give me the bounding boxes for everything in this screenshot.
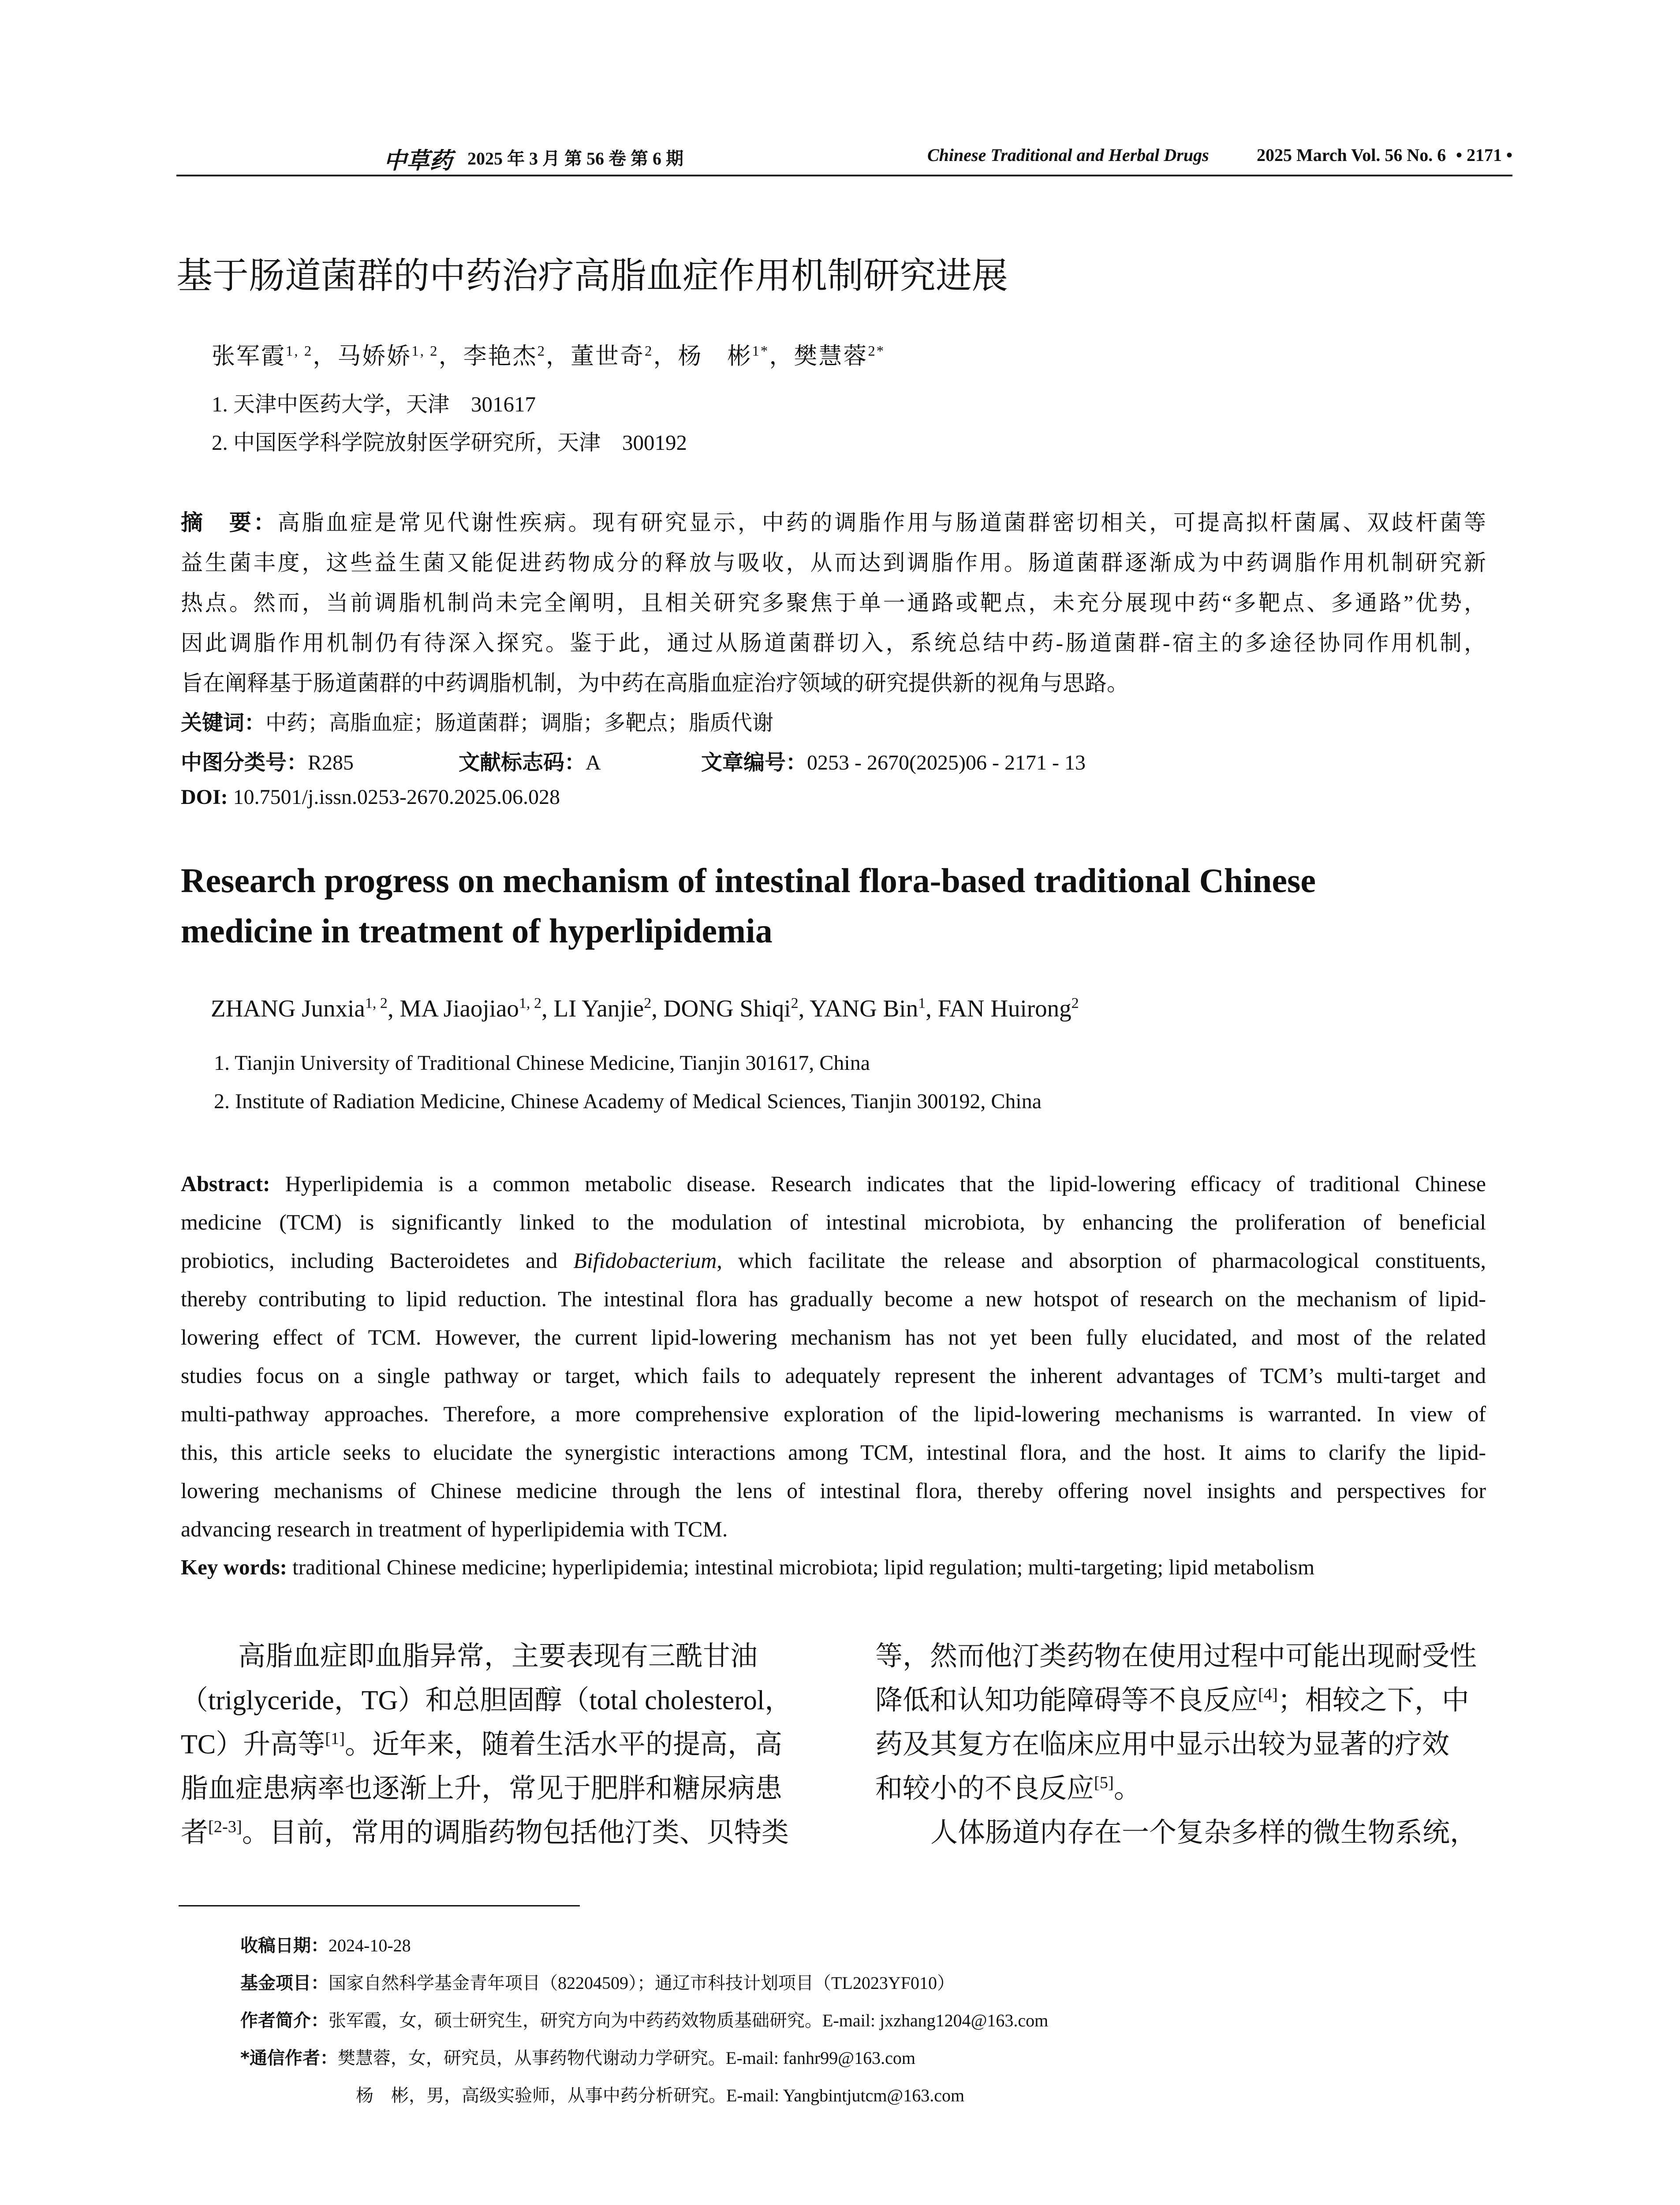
keywords-en-label: Key words:	[181, 1555, 287, 1579]
footnote-corresponding-2: 杨 彬，男，高级实验师，从事中药分析研究。E-mail: Yangbintjutcm@163.com	[356, 2085, 965, 2105]
keywords-en	[181, 1555, 1314, 1580]
article-number	[701, 745, 1086, 776]
doi-label: DOI:	[181, 785, 228, 809]
author-affiliation-mark: 1, 2	[286, 343, 313, 359]
body-left-line: 高脂血症即血脂异常，主要表现有三酰甘油	[238, 1641, 758, 1671]
author-cn: 董世奇	[571, 344, 645, 369]
abstract-en-line: thereby contributing to lipid reduction. The intestinal flora has gradually become a new hotspot of research on the mechanism of lipid-	[181, 1286, 1486, 1311]
author-affiliation-mark: 2*	[868, 343, 885, 359]
abstract-en-line: lowering effect of TCM. However, the current lipid-lowering mechanism has not yet been fully elucidated, and most of the related	[181, 1325, 1486, 1349]
authors-cn: 张军霞$^{1, 2}$，马娇娇$^{1, 2}$，李艳杰$^2$，董世奇$^2$，杨 彬$^{1*}$，樊慧蓉$^{2*}$	[212, 343, 885, 369]
journal-name-cn: 中草药	[384, 149, 453, 174]
taxon-name: Bifidobacterium	[573, 1248, 717, 1273]
abstract-en-line: this, this article seeks to elucidate the synergistic interactions among TCM, intestinal flora, and the host. It aims to clarify the lipid-	[181, 1440, 1486, 1465]
author-affiliation-mark: 2	[644, 995, 652, 1012]
author-affiliation-mark: 2	[1071, 995, 1079, 1012]
doi-line	[181, 785, 560, 809]
footnote-author-bio: 作者简介：张军霞，女，硕士研究生，研究方向为中药药效物质基础研究。E-mail: jxzhang1204@163.com	[240, 2011, 1049, 2031]
body-right-line: 和较小的不良反应[5]。	[875, 1773, 1141, 1804]
citation-ref: [4]	[1258, 1685, 1278, 1704]
keywords-cn-label: 关键词：	[181, 710, 266, 735]
keywords-cn	[181, 706, 773, 736]
page-number: • 2171 •	[1456, 145, 1512, 165]
affiliation-cn-1: 1. 天津中医药大学，天津 301617	[212, 392, 536, 416]
header-rule	[176, 175, 1512, 176]
abstract-en-line: studies focus on a single pathway or target, which fails to adequately represent the inherent advantages of TCM’s multi-target and	[181, 1363, 1486, 1388]
keywords-cn-value: 中药；高脂血症；肠道菌群；调脂；多靶点；脂质代谢	[265, 711, 774, 735]
affiliation-en-2: 2. Institute of Radiation Medicine, Chinese Academy of Medical Sciences, Tianjin 300192, China	[214, 1090, 1042, 1113]
authors-en: ZHANG Junxia$^{1, 2}$, MA Jiaojiao$^{1, 2}$, LI Yanjie$^2$, DONG Shiqi$^2$, YANG Bin$^1$, FAN Huirong$^2$	[211, 995, 1079, 1022]
abstract-en-line: Abstract: Hyperlipidemia is a common metabolic disease. Research indicates that the lipid-lowering efficacy of traditional Chinese	[181, 1171, 1486, 1196]
abstract-en-line: medicine (TCM) is significantly linked to the modulation of intestinal microbiota, by enhancing the proliferation of beneficial	[181, 1210, 1486, 1234]
abstract-en-line: probiotics, including Bacteroidetes and Bifidobacterium, which facilitate the release and absorption of pharmacological constituents,	[181, 1248, 1486, 1273]
author-affiliation-mark: 2	[645, 343, 653, 359]
citation-ref: [2-3]	[208, 1817, 242, 1836]
author-affiliation-mark: 1, 2	[365, 995, 388, 1012]
abstract-cn-line: 摘 要：高脂血症是常见代谢性疾病。现有研究显示，中药的调脂作用与肠道菌群密切相关，可提高拟杆菌属、双歧杆菌等	[181, 510, 1486, 535]
abstract-en-label: Abstract:	[181, 1171, 270, 1196]
author-affiliation-mark: 1, 2	[411, 343, 439, 359]
author-affiliation-mark: 1*	[752, 343, 769, 359]
footnote-label: *通信作者：	[240, 2048, 338, 2068]
author-cn: 马娇娇	[337, 344, 412, 369]
doc-code-value: A	[586, 751, 601, 774]
title-en	[181, 856, 1316, 956]
abstract-cn-line: 益生菌丰度，这些益生菌又能促进药物成分的释放与吸收，从而达到调脂作用。肠道菌群逐渐成为中药调脂作用机制研究新	[181, 550, 1486, 575]
footnote-received: 收稿日期：2024-10-28	[240, 1936, 411, 1956]
abstract-cn-line: 热点。然而，当前调脂机制尚未完全阐明，且相关研究多聚焦于单一通路或靶点，未充分展现中药“多靶点、多通路”优势，	[181, 590, 1486, 615]
clc-label: 中图分类号：	[181, 750, 308, 775]
author-cn: 李艳杰	[463, 344, 538, 369]
footnote-label: 基金项目：	[240, 1973, 329, 1993]
author-affiliation-mark: 1, 2	[519, 995, 541, 1012]
footnote-rule	[179, 1905, 580, 1906]
title-en-line: Research progress on mechanism of intestinal flora-based traditional Chinese	[181, 861, 1316, 900]
issue-cn: 2025 年 3 月 第 56 卷 第 6 期	[467, 149, 683, 168]
author-affiliation-mark: 1	[918, 995, 926, 1012]
journal-name-en: Chinese Traditional and Herbal Drugs	[927, 145, 1209, 165]
affiliation-cn-2: 2. 中国医学科学院放射医学研究所，天津 300192	[212, 430, 687, 455]
affiliation-en-1: 1. Tianjin University of Traditional Chinese Medicine, Tianjin 301617, China	[214, 1051, 870, 1075]
abstract-cn-line: 因此调脂作用机制仍有待深入探究。鉴于此，通过从肠道菌群切入，系统总结中药-肠道菌群-宿主的多途径协同作用机制，	[181, 631, 1486, 655]
body-right-line: 降低和认知功能障碍等不良反应[4]；相较之下，中	[875, 1685, 1469, 1715]
author-en: YANG Bin	[810, 995, 918, 1022]
author-affiliation-mark: 2	[791, 995, 799, 1012]
article-no-label: 文章编号：	[701, 750, 807, 775]
clc-value: R285	[308, 751, 354, 774]
footnote-label: 作者简介：	[240, 2011, 329, 2031]
citation-ref: [1]	[325, 1729, 345, 1748]
author-en: ZHANG Junxia	[211, 995, 365, 1022]
body-left-line: （triglyceride，TG）和总胆固醇（total cholesterol，	[181, 1686, 792, 1715]
body-left-line: TC）升高等[1]。近年来，随着生活水平的提高，高	[181, 1729, 783, 1760]
abstract-en-line: multi-pathway approaches. Therefore, a more comprehensive exploration of the lipid-lowering mechanisms is warranted. In view of	[181, 1401, 1486, 1426]
classification-line	[181, 745, 354, 776]
footnote-corresponding: *通信作者：樊慧蓉，女，研究员，从事药物代谢动力学研究。E-mail: fanhr99@163.com	[240, 2048, 915, 2068]
author-affiliation-mark: 2	[537, 343, 546, 359]
author-cn: 杨 彬	[678, 344, 752, 369]
doc-code-label: 文献标志码：	[459, 750, 586, 775]
body-left-line: 脂血症患病率也逐渐上升，常见于肥胖和糖尿病患	[181, 1774, 783, 1804]
title-cn: 基于肠道菌群的中药治疗高脂血症作用机制研究进展	[176, 255, 1008, 297]
issue-en: 2025 March Vol. 56 No. 6	[1257, 145, 1446, 165]
author-cn: 张军霞	[212, 344, 286, 369]
body-left-line: 者[2-3]。目前，常用的调脂药物包括他汀类、贝特类	[181, 1817, 789, 1848]
body-right-line: 人体肠道内存在一个复杂多样的微生物系统，	[930, 1818, 1478, 1848]
abstract-en-line: advancing research in treatment of hyperlipidemia with TCM.	[181, 1517, 728, 1541]
abstract-cn-line: 旨在阐释基于肠道菌群的中药调脂机制，为中药在高脂血症治疗领域的研究提供新的视角与思路。	[181, 671, 1129, 695]
author-cn: 樊慧蓉	[794, 344, 868, 369]
author-en: LI Yanjie	[553, 995, 644, 1022]
article-no-value: 0253 - 2670(2025)06 - 2171 - 13	[807, 751, 1086, 774]
keywords-en-value: traditional Chinese medicine; hyperlipidemia; intestinal microbiota; lipid regulation; multi-targeting; lipid metabolism	[292, 1555, 1315, 1579]
title-en-line: medicine in treatment of hyperlipidemia	[181, 912, 773, 950]
doi-value: 10.7501/j.issn.0253-2670.2025.06.028	[233, 785, 560, 809]
abstract-en-line: lowering mechanisms of Chinese medicine through the lens of intestinal flora, thereby offering novel insights and perspectives for	[181, 1478, 1486, 1503]
author-en: MA Jiaojiao	[399, 995, 519, 1022]
footnote-label: 收稿日期：	[240, 1936, 329, 1956]
author-en: DONG Shiqi	[663, 995, 791, 1022]
author-en: FAN Huirong	[937, 995, 1071, 1022]
body-right-line: 等，然而他汀类药物在使用过程中可能出现耐受性	[875, 1641, 1477, 1671]
abstract-cn-label: 摘 要：	[181, 510, 278, 535]
citation-ref: [5]	[1094, 1773, 1114, 1792]
footnote-fund: 基金项目：国家自然科学基金青年项目（82204509）；通辽市科技计划项目（TL2023YF010）	[240, 1973, 955, 1993]
body-right-line: 药及其复方在临床应用中显示出较为显著的疗效	[875, 1730, 1450, 1760]
document-code	[459, 745, 601, 776]
